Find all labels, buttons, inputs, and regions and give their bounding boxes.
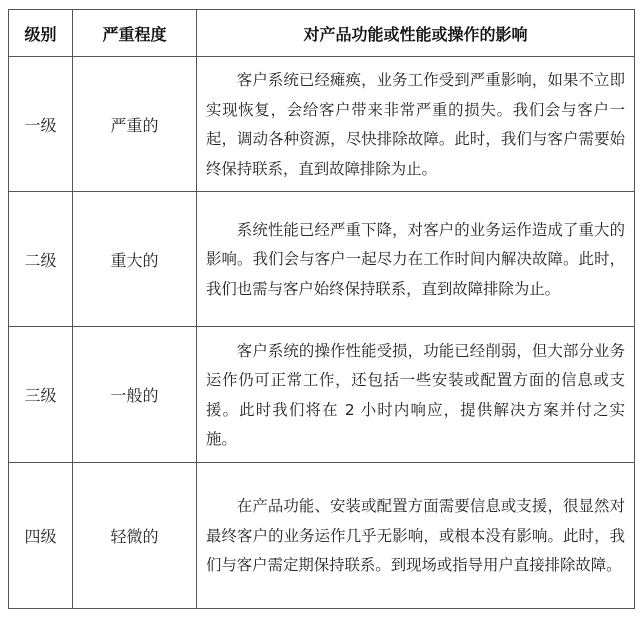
impact-cell: 系统性能已经严重下降，对客户的业务运作造成了重大的影响。我们会与客户一起尽力在工作时间内解决故障。此时，我们也需与客户始终保持联系，直到故障排除为止。 <box>197 192 635 327</box>
level-cell: 一级 <box>9 57 73 192</box>
header-level: 级别 <box>9 10 73 57</box>
severity-table <box>8 9 635 609</box>
table-row <box>9 463 635 609</box>
level-cell: 二级 <box>9 192 73 327</box>
table-row <box>9 327 635 463</box>
impact-cell: 在产品功能、安装或配置方面需要信息或支援，很显然对最终客户的业务运作几乎无影响，或根本没有影响。此时，我们与客户需定期保持联系。到现场或指导用户直接排除故障。 <box>197 463 635 609</box>
level-cell: 三级 <box>9 327 73 463</box>
severity-cell: 重大的 <box>73 192 197 327</box>
level-cell: 四级 <box>9 463 73 609</box>
header-severity: 严重程度 <box>73 10 197 57</box>
table-row <box>9 192 635 327</box>
table-row <box>9 57 635 192</box>
table-header-row <box>9 10 635 57</box>
severity-cell: 轻微的 <box>73 463 197 609</box>
impact-cell: 客户系统已经瘫痪，业务工作受到严重影响，如果不立即实现恢复，会给客户带来非常严重的损失。我们会与客户一起，调动各种资源，尽快排除故障。此时，我们与客户需要始终保持联系，直到故障排除为止。 <box>197 57 635 192</box>
severity-cell: 严重的 <box>73 57 197 192</box>
header-impact: 对产品功能或性能或操作的影响 <box>197 10 635 57</box>
severity-table-container <box>8 9 635 609</box>
severity-cell: 一般的 <box>73 327 197 463</box>
impact-cell: 客户系统的操作性能受损，功能已经削弱，但大部分业务运作仍可正常工作，还包括一些安装或配置方面的信息或支援。此时我们将在 2 小时内响应，提供解决方案并付之实施。 <box>197 327 635 463</box>
